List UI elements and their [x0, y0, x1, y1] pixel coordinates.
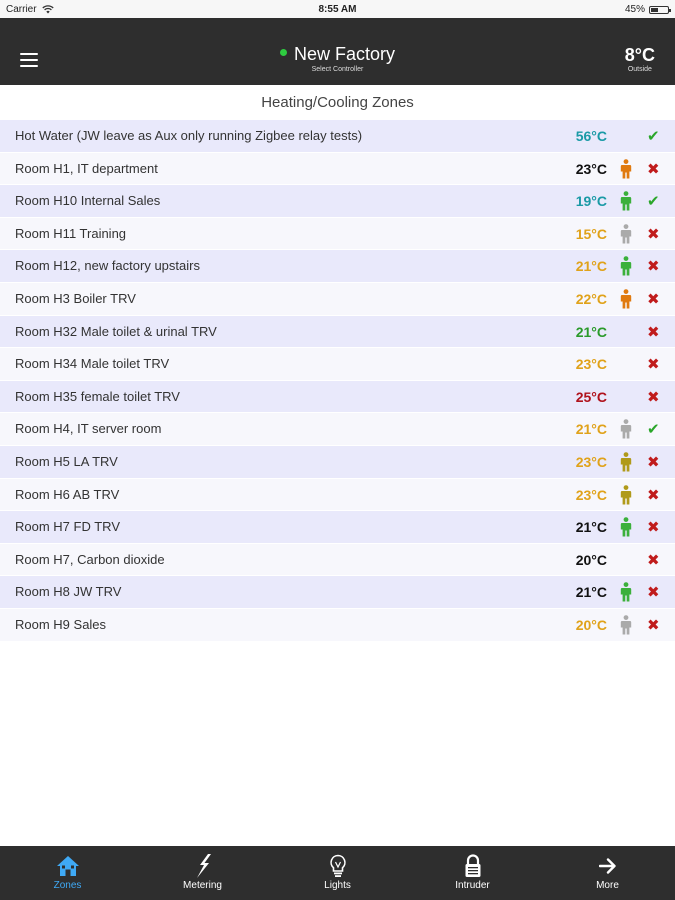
zone-temperature: 22°C	[575, 290, 607, 307]
tab-lights[interactable]	[270, 846, 405, 900]
zone-row[interactable]	[0, 446, 675, 479]
zones-list	[0, 120, 675, 642]
tab-intruder[interactable]	[405, 846, 540, 900]
zone-name: Room H34 Male toilet TRV	[15, 356, 170, 372]
cross-icon: ✖	[647, 453, 660, 471]
zone-temperature: 23°C	[575, 453, 607, 470]
zone-name: Room H6 AB TRV	[15, 486, 120, 502]
lightbulb-icon	[270, 854, 405, 878]
house-icon	[0, 854, 135, 878]
padlock-icon	[405, 854, 540, 878]
zone-name: Room H4, IT server room	[15, 421, 162, 437]
controller-selector[interactable]	[0, 44, 675, 73]
zone-name: Room H7 FD TRV	[15, 519, 120, 535]
status-time: 8:55 AM	[318, 4, 357, 15]
checkmark-icon: ✔	[647, 193, 660, 211]
tab-label: Lights	[324, 880, 351, 891]
zone-name: Room H11 Training	[15, 225, 127, 241]
zone-name: Room H9 Sales	[15, 616, 107, 632]
zone-temperature: 19°C	[575, 193, 607, 210]
status-right	[625, 4, 669, 15]
checkmark-icon: ✔	[647, 128, 660, 145]
top-nav-bar	[0, 18, 675, 85]
tab-label: Intruder	[455, 880, 490, 891]
cross-icon: ✖	[647, 519, 660, 537]
cross-icon: ✖	[647, 486, 660, 504]
zone-name: Room H32 Male toilet & urinal TRV	[15, 323, 217, 339]
outside-temp-value: 8°C	[624, 45, 655, 65]
status-bar	[0, 0, 675, 18]
section-title: Heating/Cooling Zones	[261, 94, 414, 111]
zone-row[interactable]	[0, 381, 675, 414]
zone-name: Room H10 Internal Sales	[15, 193, 161, 209]
zone-temperature: 21°C	[575, 258, 607, 275]
occupancy-person-icon	[619, 256, 633, 276]
lightning-icon	[135, 854, 270, 878]
zone-name: Hot Water (JW leave as Aux only running Zigbee relay tests)	[15, 128, 363, 143]
cross-icon: ✖	[647, 356, 660, 374]
zone-row[interactable]	[0, 218, 675, 251]
bottom-tab-bar	[0, 846, 675, 900]
occupancy-person-icon	[619, 485, 633, 505]
zone-row[interactable]	[0, 250, 675, 283]
tab-zones[interactable]	[0, 846, 135, 900]
zone-row[interactable]	[0, 120, 675, 153]
zone-row[interactable]	[0, 316, 675, 349]
zone-name: Room H1, IT department	[15, 160, 158, 176]
zone-name: Room H35 female toilet TRV	[15, 388, 180, 404]
occupancy-person-icon	[619, 517, 633, 537]
cross-icon: ✖	[647, 225, 660, 243]
zone-name: Room H8 JW TRV	[15, 584, 122, 600]
outside-temperature	[625, 45, 655, 73]
zone-temperature: 21°C	[575, 421, 607, 438]
zone-row[interactable]	[0, 544, 675, 577]
cross-icon: ✖	[647, 616, 660, 634]
occupancy-person-icon	[619, 191, 633, 211]
zone-temperature: 21°C	[575, 519, 607, 536]
tab-label: More	[596, 880, 619, 891]
outside-temp-label: Outside	[627, 66, 652, 73]
arrow-right-icon	[540, 854, 675, 878]
tab-label: Zones	[53, 880, 82, 891]
zone-temperature: 23°C	[575, 356, 607, 373]
zone-temperature: 23°C	[575, 486, 607, 503]
tab-label: Metering	[183, 880, 222, 891]
controller-subtitle: Select Controller	[311, 66, 364, 73]
controller-name: New Factory	[293, 44, 396, 64]
cross-icon: ✖	[647, 258, 660, 276]
tab-metering[interactable]	[135, 846, 270, 900]
zone-name: Room H5 LA TRV	[15, 453, 118, 469]
zone-row[interactable]	[0, 283, 675, 316]
tab-more[interactable]	[540, 846, 675, 900]
battery-icon	[649, 6, 669, 14]
checkmark-icon: ✔	[647, 421, 660, 439]
zone-temperature: 21°C	[575, 584, 607, 601]
zone-row[interactable]	[0, 609, 675, 642]
occupancy-person-icon	[619, 289, 633, 309]
zone-temperature: 56°C	[575, 128, 607, 144]
occupancy-person-icon	[619, 419, 633, 439]
zone-name: Room H12, new factory upstairs	[15, 258, 200, 274]
carrier-label: Carrier	[6, 4, 37, 15]
zone-row[interactable]	[0, 413, 675, 446]
zone-temperature: 25°C	[575, 388, 607, 405]
zone-row[interactable]	[0, 185, 675, 218]
zone-temperature: 20°C	[575, 551, 607, 568]
zone-row[interactable]	[0, 576, 675, 609]
cross-icon: ✖	[647, 551, 660, 569]
cross-icon: ✖	[647, 160, 660, 178]
zone-temperature: 23°C	[575, 160, 607, 177]
zone-row[interactable]	[0, 479, 675, 512]
zone-temperature: 15°C	[575, 225, 607, 242]
occupancy-person-icon	[619, 224, 633, 244]
occupancy-person-icon	[619, 615, 633, 635]
cross-icon: ✖	[647, 290, 660, 308]
zone-row[interactable]	[0, 153, 675, 186]
zone-name: Room H3 Boiler TRV	[15, 290, 136, 306]
zone-temperature: 20°C	[575, 616, 607, 633]
zone-row[interactable]	[0, 511, 675, 544]
zone-temperature: 21°C	[575, 323, 607, 340]
cross-icon: ✖	[647, 388, 660, 406]
cross-icon: ✖	[647, 584, 660, 602]
cross-icon: ✖	[647, 323, 660, 341]
battery-percent: 45%	[624, 4, 645, 15]
zone-row[interactable]	[0, 348, 675, 381]
occupancy-person-icon	[619, 452, 633, 472]
zone-name: Room H7, Carbon dioxide	[15, 551, 165, 567]
controller-status-dot	[280, 49, 287, 56]
occupancy-person-icon	[619, 582, 633, 602]
occupancy-person-icon	[619, 159, 633, 179]
